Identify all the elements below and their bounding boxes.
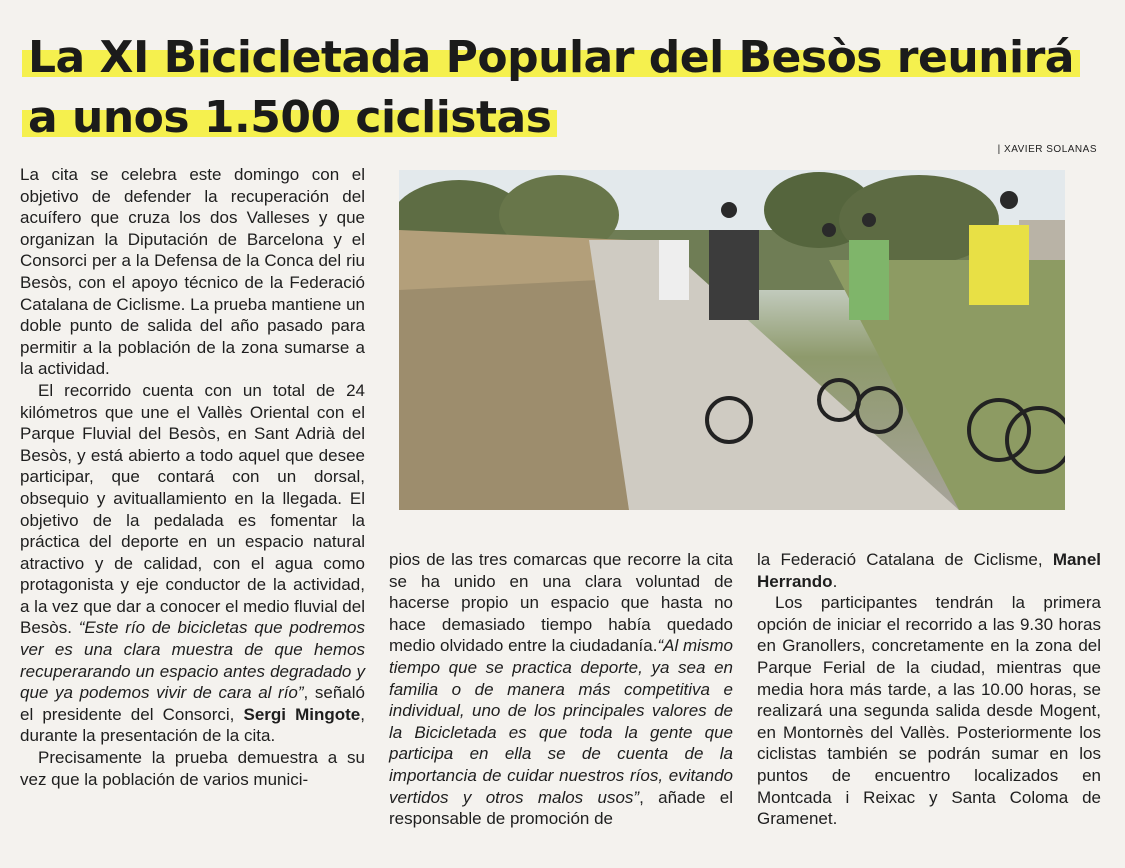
paragraph: la Federació Catalana de Ciclisme, Manel Herrando. xyxy=(757,550,1101,591)
cyclists-photo-illustration xyxy=(399,170,1065,510)
paragraph: El recorrido cuenta con un total de 24 kilómetros que une el Vallès Oriental con el Parque Fluvial del Besòs, en Sant Adrià del Besòs, y está abierto a todo aquel que desee participar, que contará con un dorsal, obsequio y avituallamiento en la llegada. El objetivo de la pedalada es fomentar la práctica del deporte en un espacio natural atractivo y de calidad, con el agua como protagonista y eje conductor de la actividad, a la vez que dar a conocer el medio fluvial del Besòs. “Este río de bicicletas que podremos ver es una clara muestra de que hemos recuperarando un espacio antes degradado y que ya podemos vivir de cara al río”, señaló el presidente del Consorci, Sergi Mingote, durante la presentación de la cita. xyxy=(20,380,365,746)
article-column-3 xyxy=(757,549,1101,830)
article-column-2 xyxy=(389,549,733,830)
headline-line-1: La XI Bicicletada Popular del Besòs reunirá xyxy=(22,28,1112,88)
person-name: Manel Herrando xyxy=(757,550,1101,591)
paragraph: Los participantes tendrán la primera opción de iniciar el recorrido a las 9.30 horas en Granollers, concretamente en la zona del Parque Ferial de la ciudad, mientras que media hora más tarde, a las 10.00 horas, se realizará una segunda salida desde Mogent, en Montornès del Vallès. Posteriormente los ciclistas también se podrán sumar en los puntos de encuentro localizados en Montcada i Reixac y Santa Coloma de Gramenet. xyxy=(757,593,1101,829)
cyclists-photo xyxy=(399,170,1065,510)
person-name: Sergi Mingote xyxy=(243,704,361,724)
headline-line-2: a unos 1.500 ciclistas xyxy=(22,88,1112,148)
paragraph: Precisamente la prueba demuestra a su vez que la población de varios munici- xyxy=(20,748,365,789)
article-headline xyxy=(22,28,1112,148)
paragraph: pios de las tres comarcas que recorre la cita se ha unido en una clara voluntad de hacerse propio un espacio que hasta no hace demasiado tiempo había quedado medio olvidado entre la ciudadanía.“Al mismo tiempo que se practica deporte, ya sea en familia o de manera más competitiva e individual, uno de los principales valores de la Bicicletada es que toda la gente que participa en ella se de cuenta de la importancia de cuidar nuestros ríos, evitando vertidos y otros malos usos”, añade el responsable de promoción de xyxy=(389,550,733,829)
quote: “Este río de bicicletas que podremos ver es una clara muestra de que hemos recuperarando un espacio antes degradado y que ya podemos vivir de cara al río” xyxy=(20,618,365,703)
quote: “Al mismo tiempo que se practica deporte, ya sea en familia o de manera más competitiva e individual, uno de los principales valores de la Bicicletada es que toda la gente que participa en ella se de cuenta de la importancia de cuidar nuestros ríos, evitando vertidos y otros malos usos” xyxy=(389,636,733,807)
article-column-1 xyxy=(20,164,365,790)
photo-byline: | XAVIER SOLANAS xyxy=(997,144,1097,155)
paragraph: La cita se celebra este domingo con el objetivo de defender la recuperación del acuífero que cruza los dos Valleses y que organizan la Diputación de Barcelona y el Consorci per a la Defensa de la Conca del riu Besòs, con el apoyo técnico de la Federació Catalana de Ciclisme. La prueba mantiene un doble punto de salida del año pasado para permitir a la población de la zona sumarse a la actividad. xyxy=(20,165,365,379)
